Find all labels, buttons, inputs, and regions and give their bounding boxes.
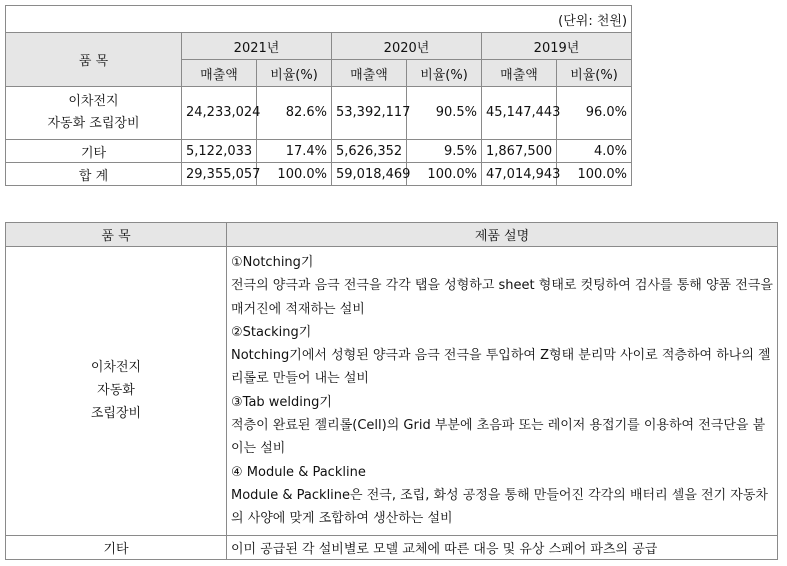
- item-line: 이차전지: [68, 94, 119, 109]
- value-cell: 100.0%: [557, 163, 632, 186]
- table-row: [6, 163, 632, 186]
- item-line: 이차전지: [90, 360, 142, 376]
- desc-line: Notching기에서 성형된 양극과 음극 전극을 투입하여 Z형태 분리막 사이로 적층하여 하나의 젤: [231, 348, 771, 364]
- value-cell: 53,392,117: [332, 87, 407, 140]
- desc-line: 리롤로 만들어 내는 설비: [231, 371, 369, 387]
- ratio-header: 비율(%): [257, 60, 332, 87]
- table-row: [6, 140, 632, 163]
- table-row: [6, 87, 632, 140]
- desc-line: 의 사양에 맞게 조합하여 생산하는 설비: [231, 511, 453, 527]
- item-line: 자동화: [97, 383, 135, 399]
- value-cell: 24,233,024: [182, 87, 257, 140]
- desc-header: 제품 설명: [227, 223, 778, 247]
- value-cell: 90.5%: [407, 87, 482, 140]
- desc-line: ④ Module & Packline: [231, 464, 366, 480]
- ratio-header: 비율(%): [557, 60, 632, 87]
- item-cell: 기타: [6, 535, 227, 559]
- unit-note: (단위: 천원): [6, 6, 632, 33]
- value-cell: 100.0%: [257, 163, 332, 186]
- item-cell: 기타: [6, 140, 182, 163]
- year-header-2019: 2019년: [482, 33, 632, 60]
- sales-header: 매출액: [332, 60, 407, 87]
- item-cell: [6, 87, 182, 140]
- desc-line: ③Tab welding기: [231, 394, 332, 410]
- desc-line: 적층이 완료된 젤리롤(Cell)의 Grid 부분에 초음파 또는 레이저 용접기를 이용하여 전극단을 붙: [231, 418, 766, 434]
- sales-header: 매출액: [482, 60, 557, 87]
- desc-line: 이는 설비: [231, 441, 286, 457]
- item-header: 품 목: [6, 33, 182, 87]
- value-cell: 29,355,057: [182, 163, 257, 186]
- value-cell: 4.0%: [557, 140, 632, 163]
- item-cell: 합 계: [6, 163, 182, 186]
- value-cell: 59,018,469: [332, 163, 407, 186]
- desc-cell: [227, 247, 778, 536]
- value-cell: 5,122,033: [182, 140, 257, 163]
- item-line: 자동화 조립장비: [47, 116, 140, 131]
- table-row: [6, 247, 778, 536]
- value-cell: 9.5%: [407, 140, 482, 163]
- desc-line: 매거진에 적재하는 설비: [231, 301, 365, 317]
- sales-header: 매출액: [182, 60, 257, 87]
- sales-table: [5, 5, 632, 186]
- value-cell: 5,626,352: [332, 140, 407, 163]
- value-cell: 47,014,943: [482, 163, 557, 186]
- desc-cell: 이미 공급된 각 설비별로 모델 교체에 따른 대응 및 유상 스페어 파츠의 공급: [227, 535, 778, 559]
- product-table: [5, 222, 778, 560]
- value-cell: 1,867,500: [482, 140, 557, 163]
- year-header-2020: 2020년: [332, 33, 482, 60]
- desc-line: ①Notching기: [231, 255, 314, 270]
- item-line: 조립장비: [90, 406, 142, 422]
- item-cell: [6, 247, 227, 536]
- desc-line: 전극의 양극과 음극 전극을 각각 탭을 성형하고 sheet 형태로 컷팅하여 검사를 통해 양품 전극을: [231, 278, 773, 294]
- ratio-header: 비율(%): [407, 60, 482, 87]
- value-cell: 100.0%: [407, 163, 482, 186]
- value-cell: 82.6%: [257, 87, 332, 140]
- value-cell: 17.4%: [257, 140, 332, 163]
- value-cell: 45,147,443: [482, 87, 557, 140]
- year-header-2021: 2021년: [182, 33, 332, 60]
- table-row: [6, 535, 778, 559]
- value-cell: 96.0%: [557, 87, 632, 140]
- desc-line: ②Stacking기: [231, 324, 312, 340]
- desc-line: Module & Packline은 전극, 조립, 화성 공정을 통해 만들어진 각각의 배터리 셀을 전기 자동차: [231, 487, 768, 503]
- item-header: 품 목: [6, 223, 227, 247]
